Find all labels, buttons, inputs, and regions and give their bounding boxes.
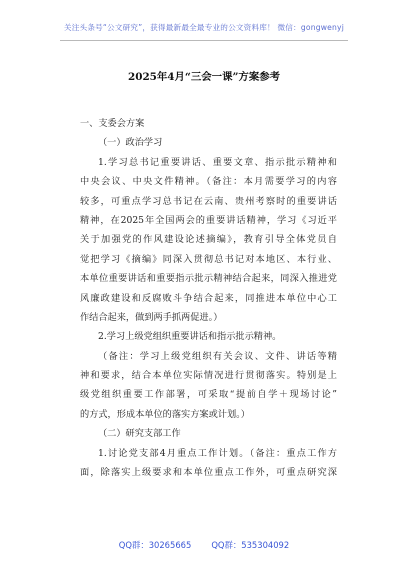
paragraph-line: 觉把学习《摘编》同深入贯彻总书记对本地区、本行业、 [80,253,337,265]
subsection-heading: （二）研究支部工作 [98,428,181,440]
paragraph-line: （备注：学习上级党组织有关会议、文件、讲话等精 [98,350,337,362]
document-title: 2025年4月“三会一课”方案参考 [127,71,280,83]
header-note: 关注头条号“公文研究”，获得最新最全最专业的公文资料库！ 微信：gongwenyj [63,23,345,32]
paragraph-line: 较多，可重点学习总书记在云南、贵州考察时的重要讲话 [80,195,337,207]
paragraph-line: 1.讨论党支部4月重点工作计划。（备注：重点工作方 [98,447,337,459]
paragraph-line: 中央会议、中央文件精神。（备注：本月需要学习的内容 [80,176,337,188]
paragraph-line: 作结合起来，做到两手抓两促进。） [80,311,223,323]
subsection-heading: （一）政治学习 [98,137,163,149]
paragraph-line: 风廉政建设和反腐败斗争结合起来，同推进本单位中心工 [80,292,337,304]
paragraph-line: 本单位重要讲话和重要指示批示精神结合起来，同深入推进党 [80,273,337,285]
paragraph-line: 的方式，形成本单位的落实方案或计划。） [80,408,250,420]
qq-group-1: QQ群：30265665 [118,540,192,550]
qq-group-2: QQ群：535304092 [211,540,290,550]
section-heading: 一、支委会方案 [80,118,145,129]
header-divider [60,40,348,41]
paragraph-line: 关于加强党的作风建设论述摘编》，教育引导全体党员自 [80,234,337,246]
paragraph-line: 级党组织重要工作部署，可采取“提前自学＋现场讨论” [80,389,337,401]
paragraph-line: 精神，在2025年全国两会的重要讲话精神，学习《习近平 [80,214,337,226]
paragraph-line: 神和要求，结合本单位实际情况进行贯彻落实。特别是上 [80,370,337,382]
paragraph-line: 面，除落实上级要求和本单位重点工作外，可重点研究深 [80,467,337,479]
document-body [80,114,337,482]
footer-contact [0,539,408,551]
paragraph-line: 1.学习总书记重要讲话、重要文章、指示批示精神和 [98,156,337,168]
paragraph-line: 2.学习上级党组织重要讲话和指示批示精神。 [98,331,282,343]
